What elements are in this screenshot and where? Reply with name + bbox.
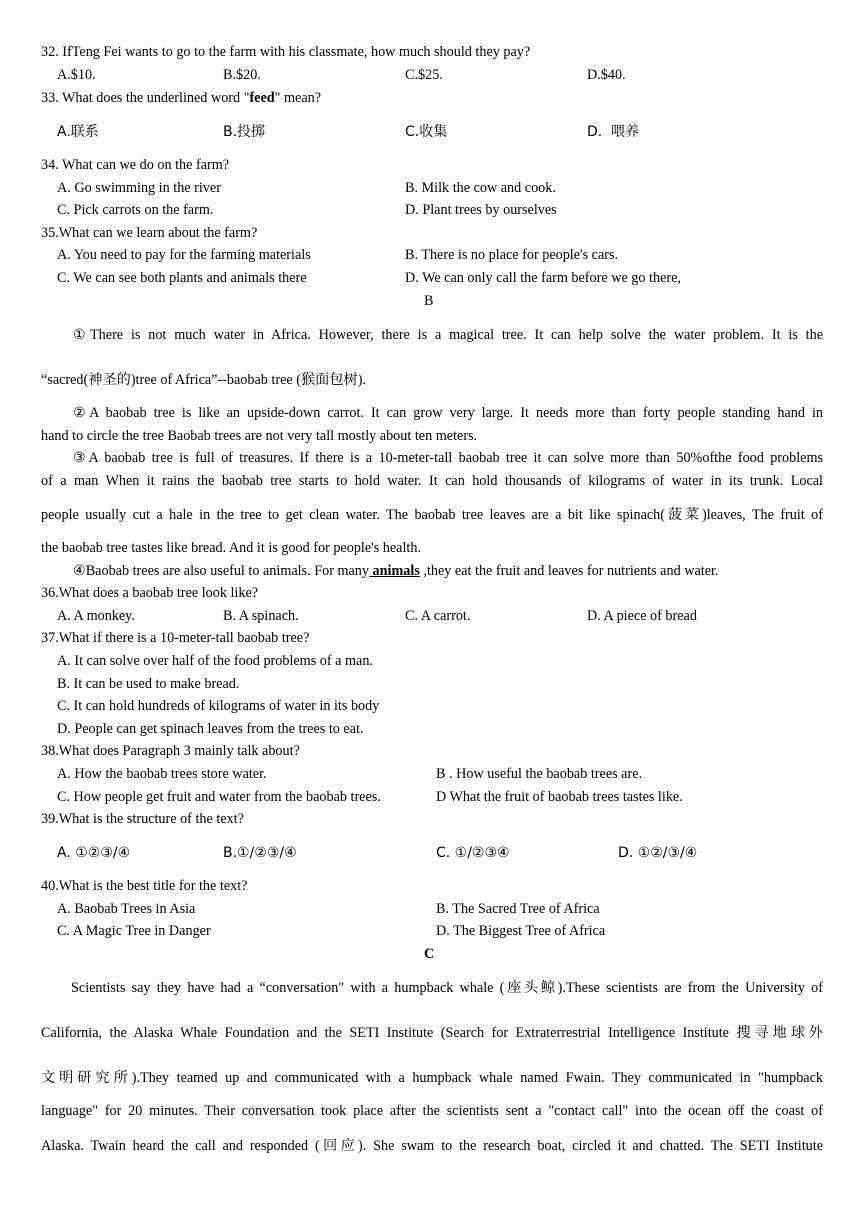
question-36-stem: 36.What does a baobab tree look like? [41,585,259,601]
question-40-option-c[interactable]: C. A Magic Tree in Danger [57,923,211,939]
question-37-stem: 37.What if there is a 10-meter-tall baobab tree? [41,630,310,646]
question-35-stem: 35.What can we learn about the farm? [41,225,258,241]
section-c-heading: C [424,946,435,962]
question-37-option-d[interactable]: D. People can get spinach leaves from the trees to eat. [57,721,364,737]
question-33-option-b[interactable]: B.投掷 [223,124,266,140]
question-32-option-d[interactable]: D.$40. [587,67,626,83]
question-38-option-a[interactable]: A. How the baobab trees store water. [57,766,267,782]
passage-c-line4: language" for 20 minutes. Their conversation took place after the scientists sent a "contact call" into the ocean off the coast of [41,1103,823,1119]
question-32-stem: 32. IfTeng Fei wants to go to the farm with his classmate, how much should they pay? [41,44,531,60]
question-33-stem-pre: 33. What does the underlined word " [41,90,250,106]
question-40-option-a[interactable]: A. Baobab Trees in Asia [57,901,196,917]
question-34-option-d[interactable]: D. Plant trees by ourselves [405,202,557,218]
question-35-option-c[interactable]: C. We can see both plants and animals there [57,270,307,286]
question-37-option-c[interactable]: C. It can hold hundreds of kilograms of water in its body [57,698,380,714]
question-36-option-b[interactable]: B. A spinach. [223,608,299,624]
section-b-heading: B [424,293,434,309]
question-38-option-b[interactable]: B . How useful the baobab trees are. [436,766,643,782]
passage-b-p3-line3: people usually cut a hale in the tree to get clean water. The baobab tree leaves are a bit like spinach(菠菜)leaves, The fruit of [41,507,823,523]
passage-b-p4 [73,562,823,580]
question-34-option-a[interactable]: A. Go swimming in the river [57,180,221,196]
passage-c-line1: Scientists say they have had a “conversation" with a humpback whale (座头鲸).These scientists are from the University of [71,980,823,996]
question-38-option-d[interactable]: D What the fruit of baobab trees tastes like. [436,789,683,805]
question-34-option-c[interactable]: C. Pick carrots on the farm. [57,202,214,218]
question-32-option-c[interactable]: C.$25. [405,67,443,83]
question-35-option-b[interactable]: B. There is no place for people's cars. [405,247,619,263]
question-37-option-b[interactable]: B. It can be used to make bread. [57,676,240,692]
passage-c-line2: California, the Alaska Whale Foundation and the SETI Institute (Search for Extraterrestrial Intelligence Institute 搜寻地球外 [41,1025,823,1041]
question-40-option-d[interactable]: D. The Biggest Tree of Africa [436,923,606,939]
question-33-stem [41,89,321,107]
question-35-option-d[interactable]: D. We can only call the farm before we go there, [405,270,681,286]
passage-b-p4-pre: ④Baobab trees are also useful to animals. For many [73,563,369,579]
question-39-stem: 39.What is the structure of the text? [41,811,244,827]
question-38-option-c[interactable]: C. How people get fruit and water from the baobab trees. [57,789,381,805]
question-39-option-c[interactable]: C. ①/②③④ [436,845,510,861]
question-39-option-a[interactable]: A. ①②③/④ [57,845,131,861]
question-40-option-b[interactable]: B. The Sacred Tree of Africa [436,901,600,917]
passage-b-p3-line1: ③A baobab tree is full of treasures. If there is a 10-meter-tall baobab tree it can solve more than 50%ofthe food problems [73,450,823,466]
question-37-option-a[interactable]: A. It can solve over half of the food problems of a man. [57,653,373,669]
question-32-option-a[interactable]: A.$10. [57,67,96,83]
question-36-option-a[interactable]: A. A monkey. [57,608,135,624]
passage-b-p2-line2: hand to circle the tree Baobab trees are not very tall mostly about ten meters. [41,428,478,444]
question-33-stem-word: feed [249,90,275,106]
question-34-stem: 34. What can we do on the farm? [41,157,230,173]
question-35-option-a[interactable]: A. You need to pay for the farming materials [57,247,311,263]
passage-b-p1-line1: ①There is not much water in Africa. However, there is a magical tree. It can help solve the water problem. It is the [73,327,823,343]
question-32-option-b[interactable]: B.$20. [223,67,261,83]
passage-b-p1-line2: “sacred(神圣的)tree of Africa”--baobab tree (猴面包树). [41,372,366,388]
passage-b-p3-line2: of a man When it rains the baobab tree starts to hold water. It can hold thousands of kilograms of water in its trunk. Local [41,473,823,489]
passage-b-p4-post: ,they eat the fruit and leaves for nutrients and water. [419,563,719,579]
passage-b-p3-line4: the baobab tree tastes like bread. And it is good for people's health. [41,540,421,556]
question-34-option-b[interactable]: B. Milk the cow and cook. [405,180,556,196]
question-33-option-a[interactable]: A.联系 [57,124,99,140]
passage-b-p2-line1: ②A baobab tree is like an upside-down carrot. It can grow very large. It needs more than forty people standing hand in [73,405,823,421]
question-39-option-d[interactable]: D. ①②/③/④ [618,845,698,861]
question-33-stem-post: " mean? [274,90,322,106]
question-36-option-d[interactable]: D. A piece of bread [587,608,697,624]
question-38-stem: 38.What does Paragraph 3 mainly talk about? [41,743,300,759]
passage-c-line3: 文明研究所).They teamed up and communicated with a humpback whale named Fwain. They communicated in "humpback [41,1070,823,1086]
question-39-option-b[interactable]: B.①/②③/④ [223,845,297,861]
passage-b-p4-underlined-word: animals [369,563,420,579]
question-36-option-c[interactable]: C. A carrot. [405,608,471,624]
question-33-option-c[interactable]: C.收集 [405,124,448,140]
passage-c-line5: Alaska. Twain heard the call and responded (回应). She swam to the research boat, circled it and chatted. The SETI Institute [41,1138,823,1154]
question-33-option-d[interactable]: D. 喂养 [587,124,640,140]
question-40-stem: 40.What is the best title for the text? [41,878,248,894]
